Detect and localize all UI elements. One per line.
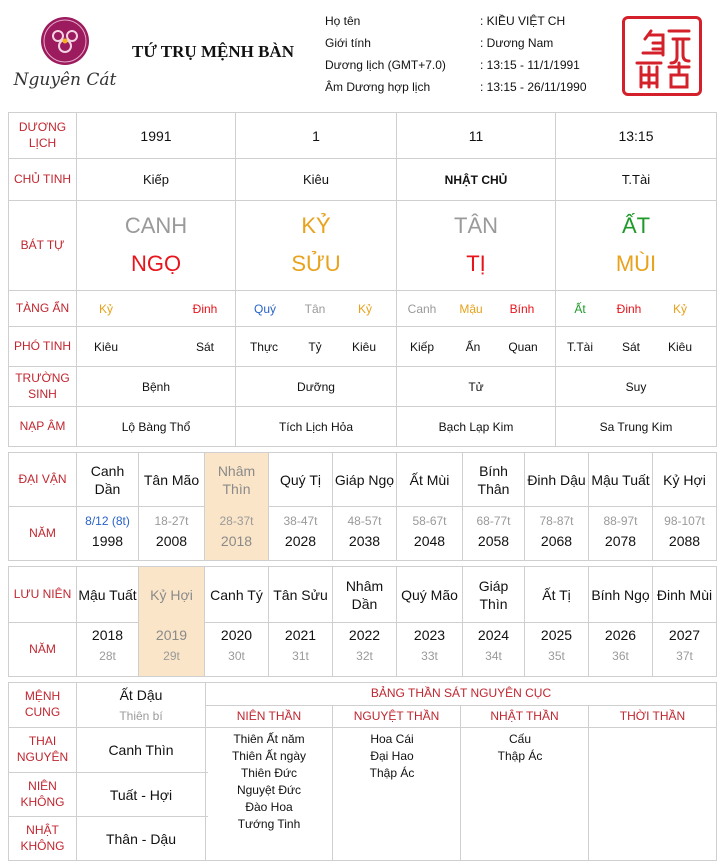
info-row: Âm Dương hợp lịch : 13:15 - 26/11/1990 [325, 80, 587, 94]
dai-van-name: Ất Mùi [409, 471, 450, 488]
truong-sinh-value: Dưỡng [297, 379, 335, 394]
dai-van-age: 48-57t [347, 514, 382, 528]
luu-nien-name: Nhâm Dần [345, 577, 384, 612]
pillar-year-chi: NGỌ [130, 251, 182, 277]
info-block [325, 14, 615, 102]
pillar-day-star: NHẬT CHỦ [444, 172, 508, 187]
pillar-month-star: Kiêu [302, 172, 330, 187]
label-bat-tu: BÁT TỰ [20, 237, 65, 252]
luu-nien-age: 32t [356, 649, 373, 663]
pho-tinh-item: Quan [508, 339, 538, 354]
dai-van-year: 2028 [284, 533, 317, 549]
tang-an-item: Quý [253, 301, 276, 316]
luu-nien-year: 2027 [668, 627, 701, 643]
pho-tinh-item: Kiếp [409, 339, 435, 354]
tang-an-item: Bính [509, 301, 535, 316]
than-sat-item: Cấu [508, 732, 531, 746]
truong-sinh-value: Suy [625, 379, 647, 394]
nhat-khong-value: Thân - Dậu [105, 830, 177, 847]
dai-van-name: Canh Dần [90, 462, 125, 497]
luu-nien-name: Mậu Tuất [78, 586, 137, 603]
label-nhat-khong: NHẬT KHÔNG [20, 822, 65, 853]
luu-nien-year: 2024 [477, 627, 510, 643]
than-sat-list [461, 731, 579, 765]
luu-nien-age: 29t [163, 649, 180, 663]
dai-van-age: 18-27t [154, 514, 189, 528]
luu-nien-age: 30t [228, 649, 245, 663]
thai-nguyen-value: Canh Thìn [108, 742, 174, 758]
pho-tinh-item: Thực [249, 339, 279, 354]
dai-van-name: Nhâm Thìn [217, 462, 256, 497]
pho-tinh-item: Kiêu [351, 339, 377, 354]
nien-khong-value: Tuất - Hợi [109, 786, 173, 803]
pillar-month-chi: SỬU [291, 251, 341, 277]
than-sat-item: Thiên Đức [240, 766, 298, 780]
dai-van-year: 2078 [604, 533, 637, 549]
luu-nien-name: Kỷ Hợi [150, 586, 193, 603]
dai-van-year: 2018 [220, 533, 253, 549]
pillar-hour-can: ẤT [621, 213, 651, 239]
page-title: TỨ TRỤ MỆNH BÀN [132, 42, 294, 61]
luu-nien-age: 33t [421, 649, 438, 663]
menh-cung-sub: Thiên bí [119, 709, 163, 723]
pillar-year-can: CANH [124, 213, 188, 239]
luu-nien-age: 28t [99, 649, 116, 663]
luu-nien-name: Bính Ngọ [591, 586, 650, 603]
pillar-day-chi: TỊ [466, 251, 486, 277]
luu-nien-year: 2018 [91, 627, 124, 643]
dai-van-age: 38-47t [283, 514, 318, 528]
luu-nien-year: 2021 [284, 627, 317, 643]
nap-am-value: Tích Lịch Hỏa [278, 419, 354, 434]
than-sat-item: Tướng Tinh [237, 817, 301, 831]
luu-nien-age: 34t [485, 649, 502, 663]
tang-an-item: Canh [407, 301, 437, 316]
pho-tinh-item: Sát [621, 339, 640, 354]
dai-van-name: Tân Mão [143, 471, 200, 488]
luu-nien-year: 2023 [413, 627, 446, 643]
luu-nien-name: Đinh Mùi [656, 586, 713, 603]
truong-sinh-value: Bệnh [141, 379, 171, 394]
tang-an-item [141, 291, 169, 326]
label-dai-van-nam: NĂM [29, 525, 56, 540]
than-sat-header: NIÊN THẦN [236, 708, 302, 723]
dai-van-age: 28-37t [219, 514, 254, 528]
pho-tinh-item: Kiêu [93, 339, 119, 354]
pillar-hour-solar: 13:15 [618, 127, 654, 144]
than-sat-item: Thiên Ất năm [233, 732, 305, 746]
luu-nien-age: 36t [612, 649, 629, 663]
dai-van-year: 2068 [540, 533, 573, 549]
logo [10, 14, 120, 96]
pho-tinh-item: T.Tài [566, 339, 593, 354]
than-sat-item: Thiên Ất ngày [231, 749, 307, 763]
than-sat-item: Hoa Cái [370, 732, 414, 746]
than-sat-item: Nguyệt Đức [236, 783, 302, 797]
luu-nien-name: Canh Tý [210, 586, 263, 603]
dai-van-age: 78-87t [539, 514, 574, 528]
nap-am-value: Sa Trung Kim [599, 419, 673, 434]
than-sat-list [333, 731, 451, 782]
dai-van-age: 88-97t [603, 514, 638, 528]
label-thai-nguyen: THAI NGUYÊN [16, 734, 69, 764]
luu-nien-name: Quý Mão [401, 586, 458, 603]
pho-tinh-item: Sát [195, 339, 214, 354]
luu-nien-name: Giáp Thìn [478, 577, 509, 612]
dai-van-name: Kỷ Hợi [663, 471, 706, 488]
dai-van-name: Đinh Dậu [527, 471, 586, 488]
dai-van-age: 68-77t [476, 514, 511, 528]
luu-nien-year: 2026 [604, 627, 637, 643]
seal-icon [629, 23, 697, 91]
label-pho-tinh: PHÓ TINH [13, 338, 72, 353]
dai-van-name: Mậu Tuất [591, 471, 650, 488]
pillar-month-solar: 1 [312, 127, 320, 144]
pillar-hour-chi: MÙI [615, 251, 657, 277]
label-nien-khong: NIÊN KHÔNG [20, 778, 65, 809]
info-row: Giới tính : Dương Nam [325, 36, 554, 50]
pho-tinh-item: Kiêu [667, 339, 693, 354]
menh-cung-value: Ất Dậu [119, 687, 163, 703]
dai-van-year: 2038 [348, 533, 381, 549]
label-luu-nien-nam: NĂM [29, 641, 56, 656]
nap-am-value: Lộ Bàng Thổ [121, 419, 191, 434]
than-sat-list [206, 731, 332, 833]
dai-van-name: Giáp Ngọ [334, 471, 395, 488]
label-tang-an: TÀNG ẨN [15, 300, 70, 315]
info-row: Họ tên : KIỀU VIỆT CH [325, 14, 566, 28]
label-dai-van: ĐẠI VẬN [18, 471, 67, 486]
luu-nien-age: 37t [676, 649, 693, 663]
logo-text: Nguyên Cát [13, 70, 117, 90]
pillar-year-star: Kiếp [142, 172, 170, 187]
luu-nien-year: 2019 [155, 627, 188, 643]
luu-nien-name: Tân Sửu [273, 586, 328, 603]
dai-van-year: 2058 [477, 533, 510, 549]
label-truong-sinh: TRƯỜNG SINH [15, 370, 70, 401]
dai-van-name: Bính Thân [477, 462, 510, 497]
dai-van-year: 2008 [155, 533, 188, 549]
seal-stamp [622, 16, 702, 96]
than-sat-header: NHẬT THẦN [490, 708, 559, 723]
pho-tinh-item [137, 327, 173, 366]
luu-nien-age: 35t [548, 649, 565, 663]
tang-an-item: Ất [574, 301, 586, 316]
tang-an-item: Mậu [459, 301, 483, 316]
than-sat-header: THỜI THẦN [619, 708, 686, 723]
luu-nien-name: Ất Tị [542, 586, 571, 603]
nap-am-value: Bạch Lạp Kim [438, 419, 514, 434]
label-menh-cung: MỆNH CUNG [24, 689, 61, 719]
tang-an-item: Đinh [192, 301, 218, 316]
tang-an-item: Kỷ [672, 301, 687, 316]
luu-nien-age: 31t [292, 649, 309, 663]
than-sat-item: Đào Hoa [245, 800, 293, 814]
dai-van-age: 58-67t [412, 514, 447, 528]
than-sat-header: NGUYỆT THẦN [353, 708, 440, 723]
pillar-day-can: TÂN [454, 213, 498, 239]
label-nap-am: NẠP ÂM [19, 418, 66, 433]
dai-van-age: 8/12 (8t) [85, 514, 130, 528]
than-sat-item: Thập Ác [369, 766, 415, 780]
label-duong-lich: DƯƠNG LỊCH [18, 119, 67, 150]
pillar-year-solar: 1991 [140, 127, 172, 144]
pho-tinh-item: Ấn [465, 339, 481, 354]
than-sat-item: Đại Hao [370, 749, 414, 763]
dai-van-year: 2048 [413, 533, 446, 549]
than-sat-item: Thập Ác [497, 749, 543, 763]
label-chu-tinh: CHỦ TINH [13, 171, 72, 186]
luu-nien-year: 2020 [220, 627, 253, 643]
luu-nien-year: 2022 [348, 627, 381, 643]
pillar-day-solar: 11 [468, 127, 484, 144]
dai-van-age: 98-107t [664, 514, 705, 528]
dai-van-year: 1998 [91, 533, 124, 549]
luu-nien-year: 2025 [540, 627, 573, 643]
pillar-hour-star: T.Tài [621, 172, 651, 187]
tang-an-item: Kỷ [357, 301, 372, 316]
pho-tinh-item: Tỷ [308, 339, 322, 354]
tang-an-item: Đinh [616, 301, 642, 316]
pillar-month-can: KỶ [301, 213, 331, 239]
label-luu-nien: LƯU NIÊN [13, 586, 72, 601]
than-sat-title: BẢNG THẦN SÁT NGUYÊN CỤC [370, 686, 552, 701]
info-row: Dương lịch (GMT+7.0) : 13:15 - 11/1/1991 [325, 58, 580, 72]
truong-sinh-value: Tử [468, 379, 484, 394]
dai-van-name: Quý Tị [280, 471, 321, 488]
tang-an-item: Kỷ [98, 301, 113, 316]
dai-van-year: 2088 [668, 533, 701, 549]
tang-an-item: Tân [304, 301, 326, 316]
